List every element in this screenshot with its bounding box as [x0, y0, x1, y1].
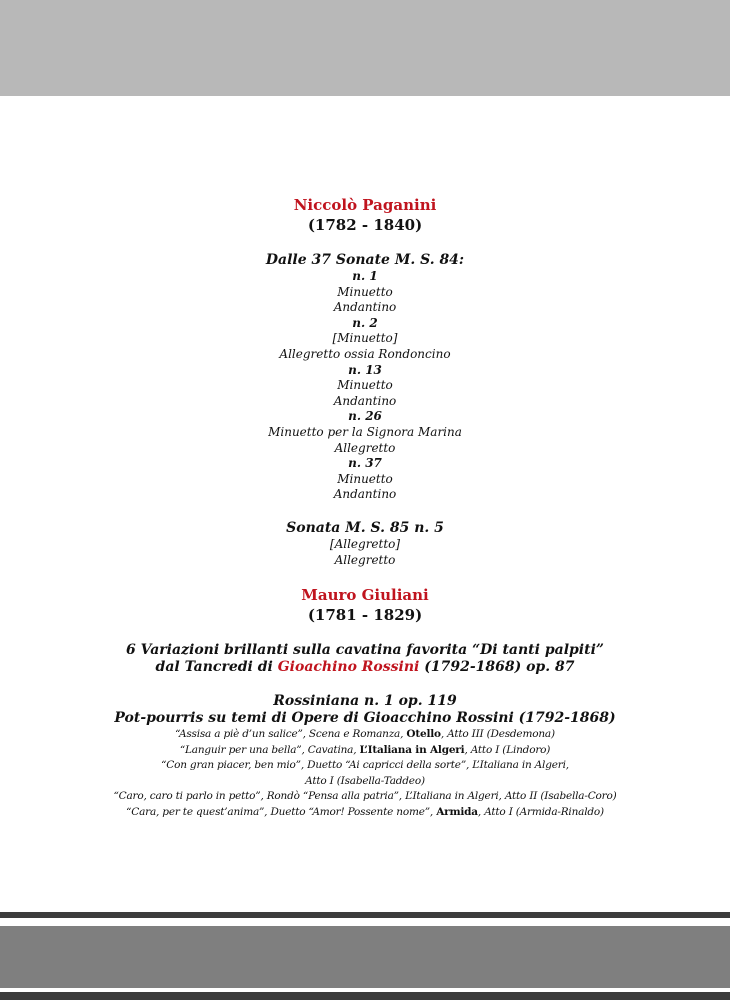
theme-line: “Con gran piacer, ben mio”, Duetto “Ai capricci della sorte”, L’Italiana in Algeri,: [161, 759, 569, 772]
sonata-number: n. 13: [348, 362, 382, 377]
movement: Andantino: [333, 300, 397, 315]
rossiniana-subtitle: Pot-pourris su temi di Opere di Gioacchino Rossini (1792-1868): [114, 710, 616, 727]
movement: Andantino: [333, 487, 397, 502]
sonata-list: [0, 269, 730, 503]
movement: Allegretto: [334, 440, 396, 455]
opera-title: Otello: [406, 728, 441, 741]
footer-band: [0, 926, 730, 988]
sonate-heading: Dalle 37 Sonate M. S. 84:: [265, 252, 465, 268]
sonata-85-title: Sonata M. S. 85 n. 5: [286, 519, 444, 536]
sonata-number: n. 37: [348, 456, 382, 471]
movement: Allegretto ossia Rondoncino: [279, 346, 451, 361]
composer-name-paganini: Niccolò Paganini: [293, 196, 437, 214]
theme-line: “Caro, caro ti parlo in petto”, Rondò “Pensa alla patria”, L’Italiana in Algeri, Atto II (Isabella-Coro): [113, 790, 617, 803]
movement: [Allegretto]: [329, 536, 401, 551]
footer-divider: [0, 912, 730, 918]
opera-title: Armida: [436, 806, 478, 819]
movement: [Minuetto]: [332, 331, 398, 346]
composer-name-giuliani: Mauro Giuliani: [301, 586, 429, 605]
sonata-number: n. 1: [352, 269, 378, 283]
variazioni-title-line1: 6 Variazioni brillanti sulla cavatina favorita “Di tanti palpiti”: [126, 642, 604, 659]
theme-line: Atto I (Isabella-Taddeo): [305, 774, 425, 787]
rossiniana-title: Rossiniana n. 1 op. 119: [273, 693, 457, 710]
composer-dates-giuliani: (1781 - 1829): [307, 606, 423, 625]
variazioni-title-line2: dal Tancredi di Gioachino Rossini (1792-1868) op. 87: [155, 659, 575, 676]
theme-line: “Languir per una bella”, Cavatina, L’Italiana in Algeri, Atto I (Lindoro): [179, 743, 551, 756]
footer-divider: [0, 992, 730, 1000]
movement: Minuetto: [337, 284, 393, 299]
rossiniana-themes: [0, 727, 730, 821]
sonata-number: n. 26: [348, 409, 382, 424]
programme-content: [0, 195, 730, 821]
movement: Minuetto per la Signora Marina: [268, 424, 462, 439]
header-band: [0, 0, 730, 96]
movement: Minuetto: [337, 471, 393, 486]
theme-line: “Cara, per te quest’anima”, Duetto “Amor! Possente nome”, Armida, Atto I (Armida-Rinaldo): [126, 806, 604, 819]
movement: Andantino: [333, 393, 397, 408]
movement: Allegretto: [334, 552, 396, 567]
theme-line: “Assisa a piè d’un salice”, Scena e Romanza, Otello, Atto III (Desdemona): [175, 728, 555, 741]
rossini-name: Gioachino Rossini: [277, 659, 420, 676]
composer-dates-paganini: (1782 - 1840): [307, 216, 423, 234]
opera-title: L’Italiana in Algeri: [359, 743, 465, 756]
movement: Minuetto: [337, 378, 393, 393]
sonata-number: n. 2: [352, 315, 378, 330]
